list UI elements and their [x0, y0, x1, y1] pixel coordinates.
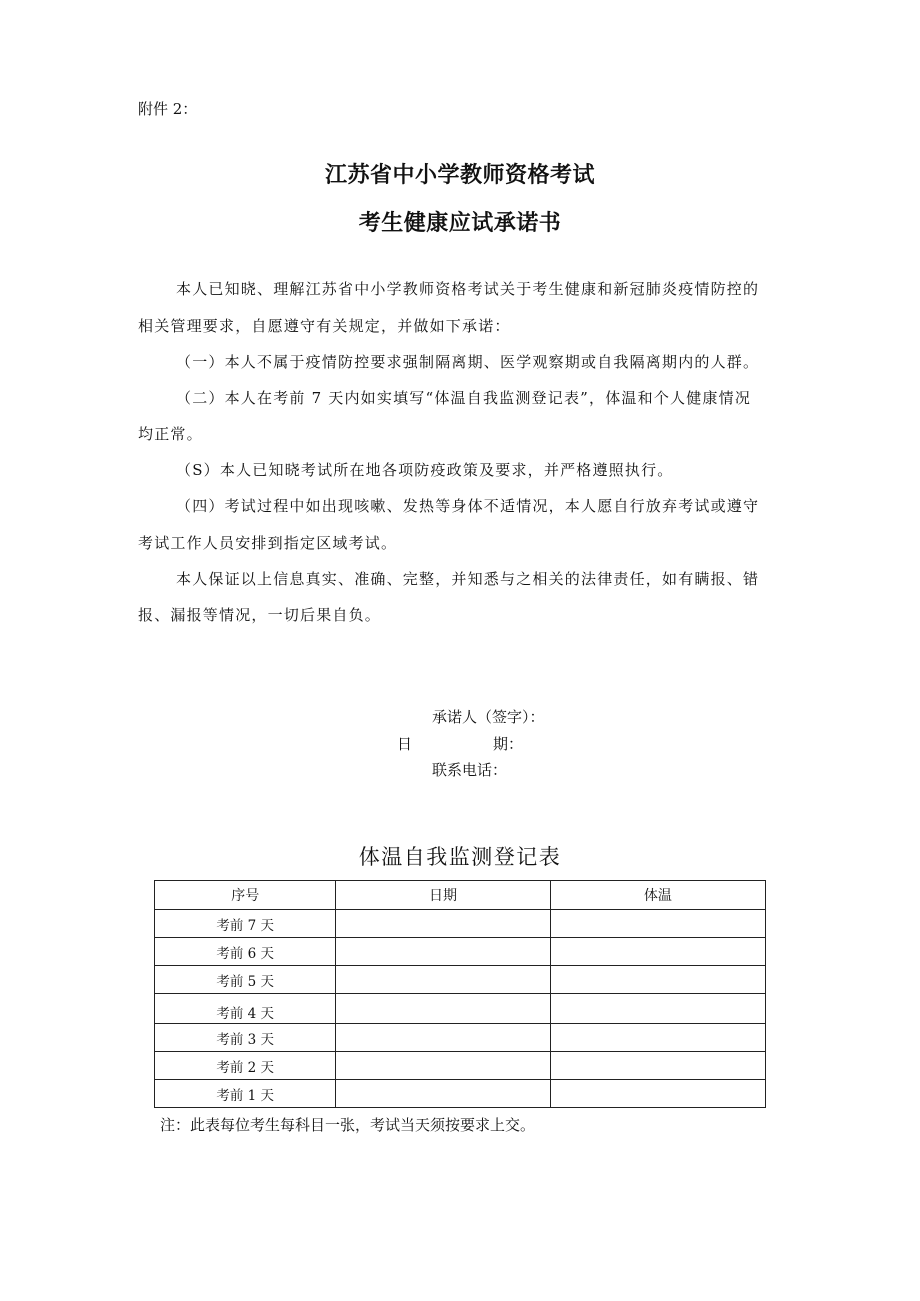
- date-label-right: 期：: [493, 735, 524, 753]
- attachment-label: 附件 2：: [138, 100, 198, 118]
- table-row: [155, 938, 766, 966]
- pledge-item-3: （S）本人已知晓考试所在地各项防疫政策及要求，并严格遵照执行。: [176, 461, 674, 479]
- date-cell[interactable]: [336, 1024, 550, 1052]
- pledge-item-1: （一）本人不属于疫情防控要求强制隔离期、医学观察期或自我隔离期内的人群。: [176, 353, 760, 371]
- temperature-cell[interactable]: [550, 910, 765, 938]
- header-index: 序号: [155, 881, 336, 910]
- row-label: 考前 7 天: [155, 910, 336, 938]
- phone-label: 联系电话：: [432, 761, 508, 779]
- table-row: [155, 1024, 766, 1052]
- paragraph-intro-line1: 本人已知晓、理解江苏省中小学教师资格考试关于考生健康和新冠肺炎疫情防控的: [176, 280, 760, 298]
- temperature-cell[interactable]: [550, 994, 765, 1024]
- date-cell[interactable]: [336, 910, 550, 938]
- date-label-left: 日: [397, 735, 413, 753]
- table-row: [155, 910, 766, 938]
- paragraph-intro-line2: 相关管理要求，自愿遵守有关规定，并做如下承诺：: [138, 317, 511, 335]
- row-label: 考前 2 天: [155, 1052, 336, 1080]
- row-label: 考前 1 天: [155, 1080, 336, 1108]
- guarantee-line2: 报、漏报等情况，一切后果自负。: [138, 606, 382, 624]
- temperature-cell[interactable]: [550, 1024, 765, 1052]
- table-row: [155, 966, 766, 994]
- table-row: [155, 1080, 766, 1108]
- pledge-item-4-line2: 考试工作人员安排到指定区域考试。: [138, 534, 398, 552]
- table-row: [155, 1052, 766, 1080]
- row-label: 考前 3 天: [155, 1024, 336, 1052]
- date-cell[interactable]: [336, 1052, 550, 1080]
- header-date: 日期: [336, 881, 550, 910]
- document-title-line2: 考生健康应试承诺书: [358, 211, 562, 236]
- row-label: 考前 5 天: [155, 966, 336, 994]
- row-label: 考前 6 天: [155, 938, 336, 966]
- table-row: [155, 994, 766, 1024]
- table-header-row: [155, 881, 766, 910]
- date-cell[interactable]: [336, 938, 550, 966]
- header-temperature: 体温: [550, 881, 765, 910]
- date-cell[interactable]: [336, 966, 550, 994]
- date-cell[interactable]: [336, 1080, 550, 1108]
- table-note: 注：此表每位考生每科目一张，考试当天须按要求上交。: [160, 1116, 536, 1134]
- signer-label: 承诺人（签字）：: [432, 708, 545, 726]
- table-title: 体温自我监测登记表: [358, 845, 562, 869]
- row-label: 考前 4 天: [155, 994, 336, 1024]
- document-title-line1: 江苏省中小学教师资格考试: [324, 163, 595, 188]
- temperature-cell[interactable]: [550, 1052, 765, 1080]
- pledge-item-4-line1: （四）考试过程中如出现咳嗽、发热等身体不适情况，本人愿自行放弃考试或遵守: [176, 497, 760, 515]
- temperature-cell[interactable]: [550, 938, 765, 966]
- guarantee-line1: 本人保证以上信息真实、准确、完整，并知悉与之相关的法律责任，如有瞒报、错: [176, 570, 760, 588]
- temperature-cell[interactable]: [550, 1080, 765, 1108]
- temperature-log-table: [154, 880, 766, 1108]
- temperature-cell[interactable]: [550, 966, 765, 994]
- pledge-item-2-line1: （二）本人在考前 7 天内如实填写“体温自我监测登记表”，体温和个人健康情况: [176, 389, 752, 407]
- pledge-item-2-line2: 均正常。: [138, 425, 203, 443]
- date-cell[interactable]: [336, 994, 550, 1024]
